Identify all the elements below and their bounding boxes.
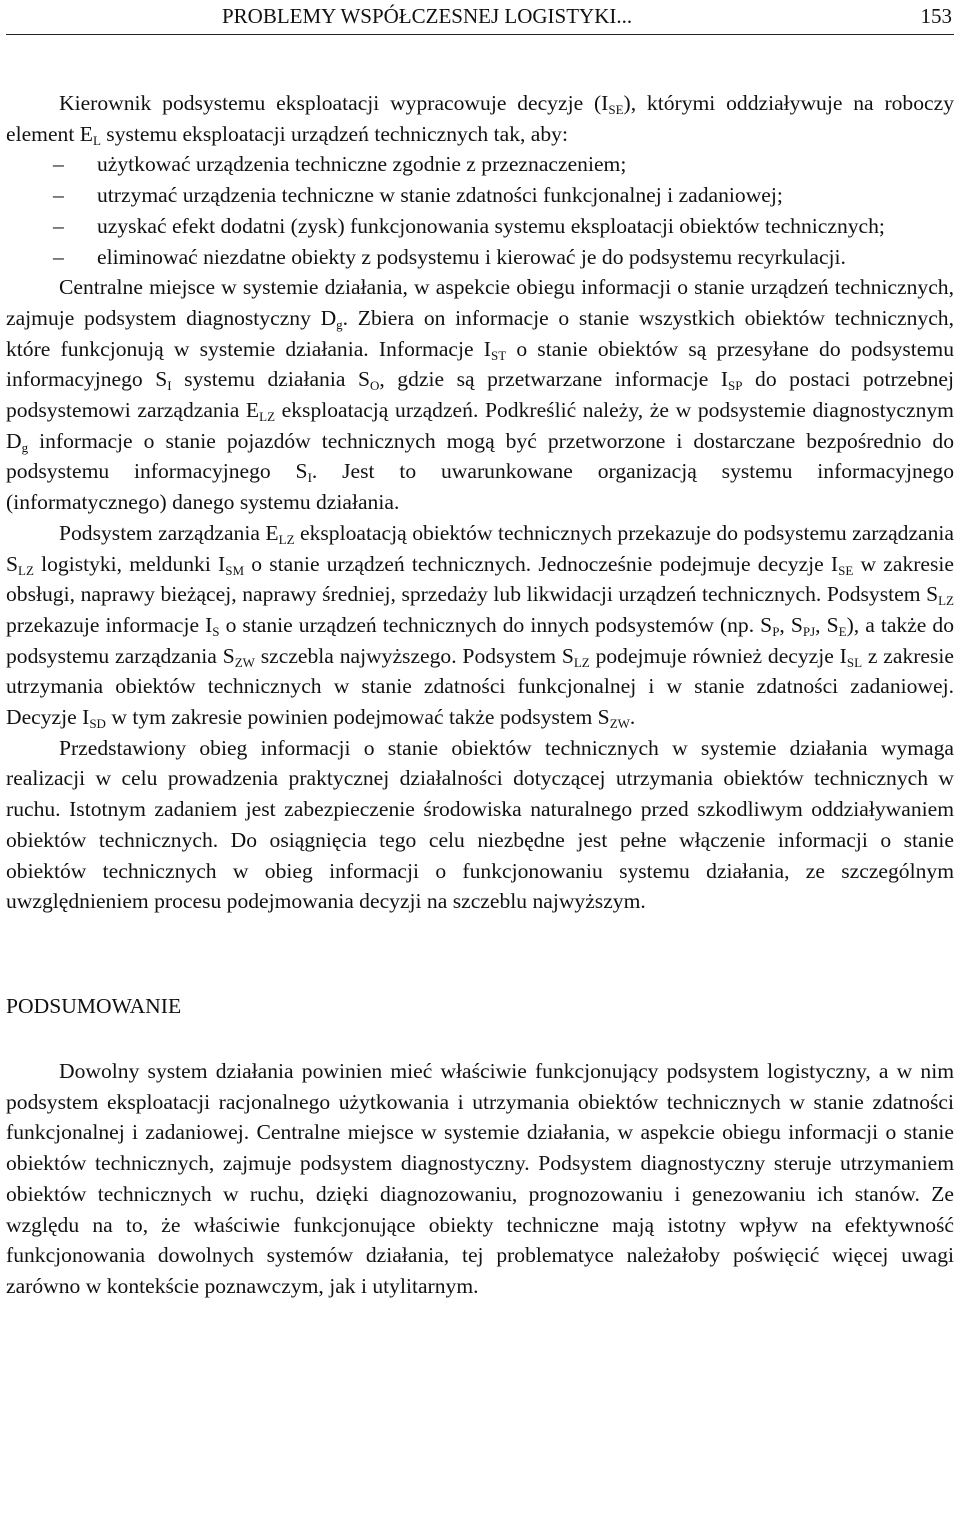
paragraph-management: Podsystem zarządzania $E_{LZ}$ eksploatacją obiektów technicznych przekazuje do podsystemu zarządzania $S_{LZ}$ logistyki, meldunki $I_{SM}$ o stanie urządzeń technicznych. Jednocześnie podejmuje decyzje $I_{SE}$ w zakresie obsługi, naprawy bieżącej, naprawy średniej, sprzedaży lub likwidacji urządzeń technicznych. Podsystem $S_{LZ}$ przekazuje informacje $I_S$ o stanie urządzeń technicznych do innych podsystemów (np. $S_P$, $S_{PJ}$, $S_E$), a także do podsystemu zarządzania $S_{ZW}$ szczebla najwyższego. Podsystem $S_{LZ}$ podejmuje również decyzje $I_{SL}$ z zakresie utrzymania obiektów technicznych w stanie zdatności funkcjonalnej i w stanie zdatności zadaniowej. Decyzje $I_{SD}$ w tym zakresie powinien podejmować także podsystem $S_{ZW}$. xyxy=(6,520,955,732)
section-heading: PODSUMOWANIE xyxy=(6,993,182,1018)
journal-title: PROBLEMY WSPÓŁCZESNEJ LOGISTYKI... xyxy=(222,4,633,28)
list-item: – utrzymać urządzenia techniczne w stanie zdatności funkcjonalnej i zadaniowej; xyxy=(6,180,954,211)
paragraph-summary: Dowolny system działania powinien mieć właściwie funkcjonujący podsystem logistyczny, a w nim podsystem eksploatacji racjonalnego użytkowania i utrzymania obiektów technicznych w stanie zdatności funkcjonalnej i zadaniowej. Centralne miejsce w systemie działania, w aspekcie obiegu informacji o stanie obiektów technicznych, zajmuje podsystem diagnostyczny. Podsystem diagnostyczny steruje utrzymaniem obiektów technicznych w ruchu, dzięki diagnozowaniu, prognozowaniu i genezowaniu ich stanów. Ze względu na to, że właściwie funkcjonujące obiekty techniczne mają istotny wpływ na efektywność funkcjonowania dowolnych systemów działania, tej problematyce należałoby poświęcić więcej uwagi zarówno w kontekście poznawczym, jak i utylitarnym. xyxy=(6,1058,954,1298)
page-number: 153 xyxy=(920,4,952,28)
dash-marker: – xyxy=(53,183,64,208)
list-item: – eliminować niezdatne obiekty z podsystemu i kierować je do podsystemu recyrkulacji. xyxy=(6,242,954,273)
paragraph-diagnostics: Centralne miejsce w systemie działania, w aspekcie obiegu informacji o stanie urządzeń technicznych, zajmuje podsystem diagnostyczny $D_g$. Zbiera on informacje o stanie wszystkich obiektów technicznych, które funkcjonują w systemie działania. Informacje $I_{ST}$ o stanie obiektów są przesyłane do podsystemu informacyjnego $S_I$ systemu działania $S_O$, gdzie są przetwarzane informacje $I_{SP}$ do postaci potrzebnej podsystemowi zarządzania $E_{LZ}$ eksploatacją urządzeń. Podkreślić należy, że w podsystemie diagnostycznym $D_g$ informacje o stanie pojazdów technicznych mogą być przetworzone i dostarczane bezpośrednio do podsystemu informacyjnego $S_I$. Jest to uwarunkowane organizacją systemu informacyjnego (informatycznego) danego systemu działania. xyxy=(6,275,954,515)
body-text xyxy=(6,88,954,1302)
list-item: – uzyskać efekt dodatni (zysk) funkcjonowania systemu eksploatacji obiektów technicznych; xyxy=(6,211,954,242)
dash-marker: – xyxy=(53,213,64,238)
paragraph-information-flow: Przedstawiony obieg informacji o stanie obiektów technicznych w systemie działania wymaga realizacji w celu prowadzenia praktycznej działalności dotyczącej utrzymania obiektów technicznych w ruchu. Istotnym zadaniem jest zabezpieczenie środowiska naturalnego przed szkodliwym oddziaływaniem obiektów technicznych. Do osiągnięcia tego celu niezbędne jest pełne włączenie informacji o stanie obiektów technicznych w obieg informacji o funkcjonowaniu systemu działania, ze szczególnym uwzględnieniem procesu podejmowania decyzji na szczeblu najwyższym. xyxy=(6,735,954,914)
paragraph-intro: Kierownik podsystemu eksploatacji wypracowuje decyzje $(I_{SE})$, którymi oddziaływuje na roboczy element $E_L$ systemu eksploatacji urządzeń technicznych tak, aby: xyxy=(6,91,954,148)
dash-marker: – xyxy=(53,152,64,177)
running-header xyxy=(6,2,954,35)
dash-marker: – xyxy=(53,244,64,269)
list-item: – użytkować urządzenia techniczne zgodnie z przeznaczeniem; xyxy=(6,149,954,180)
